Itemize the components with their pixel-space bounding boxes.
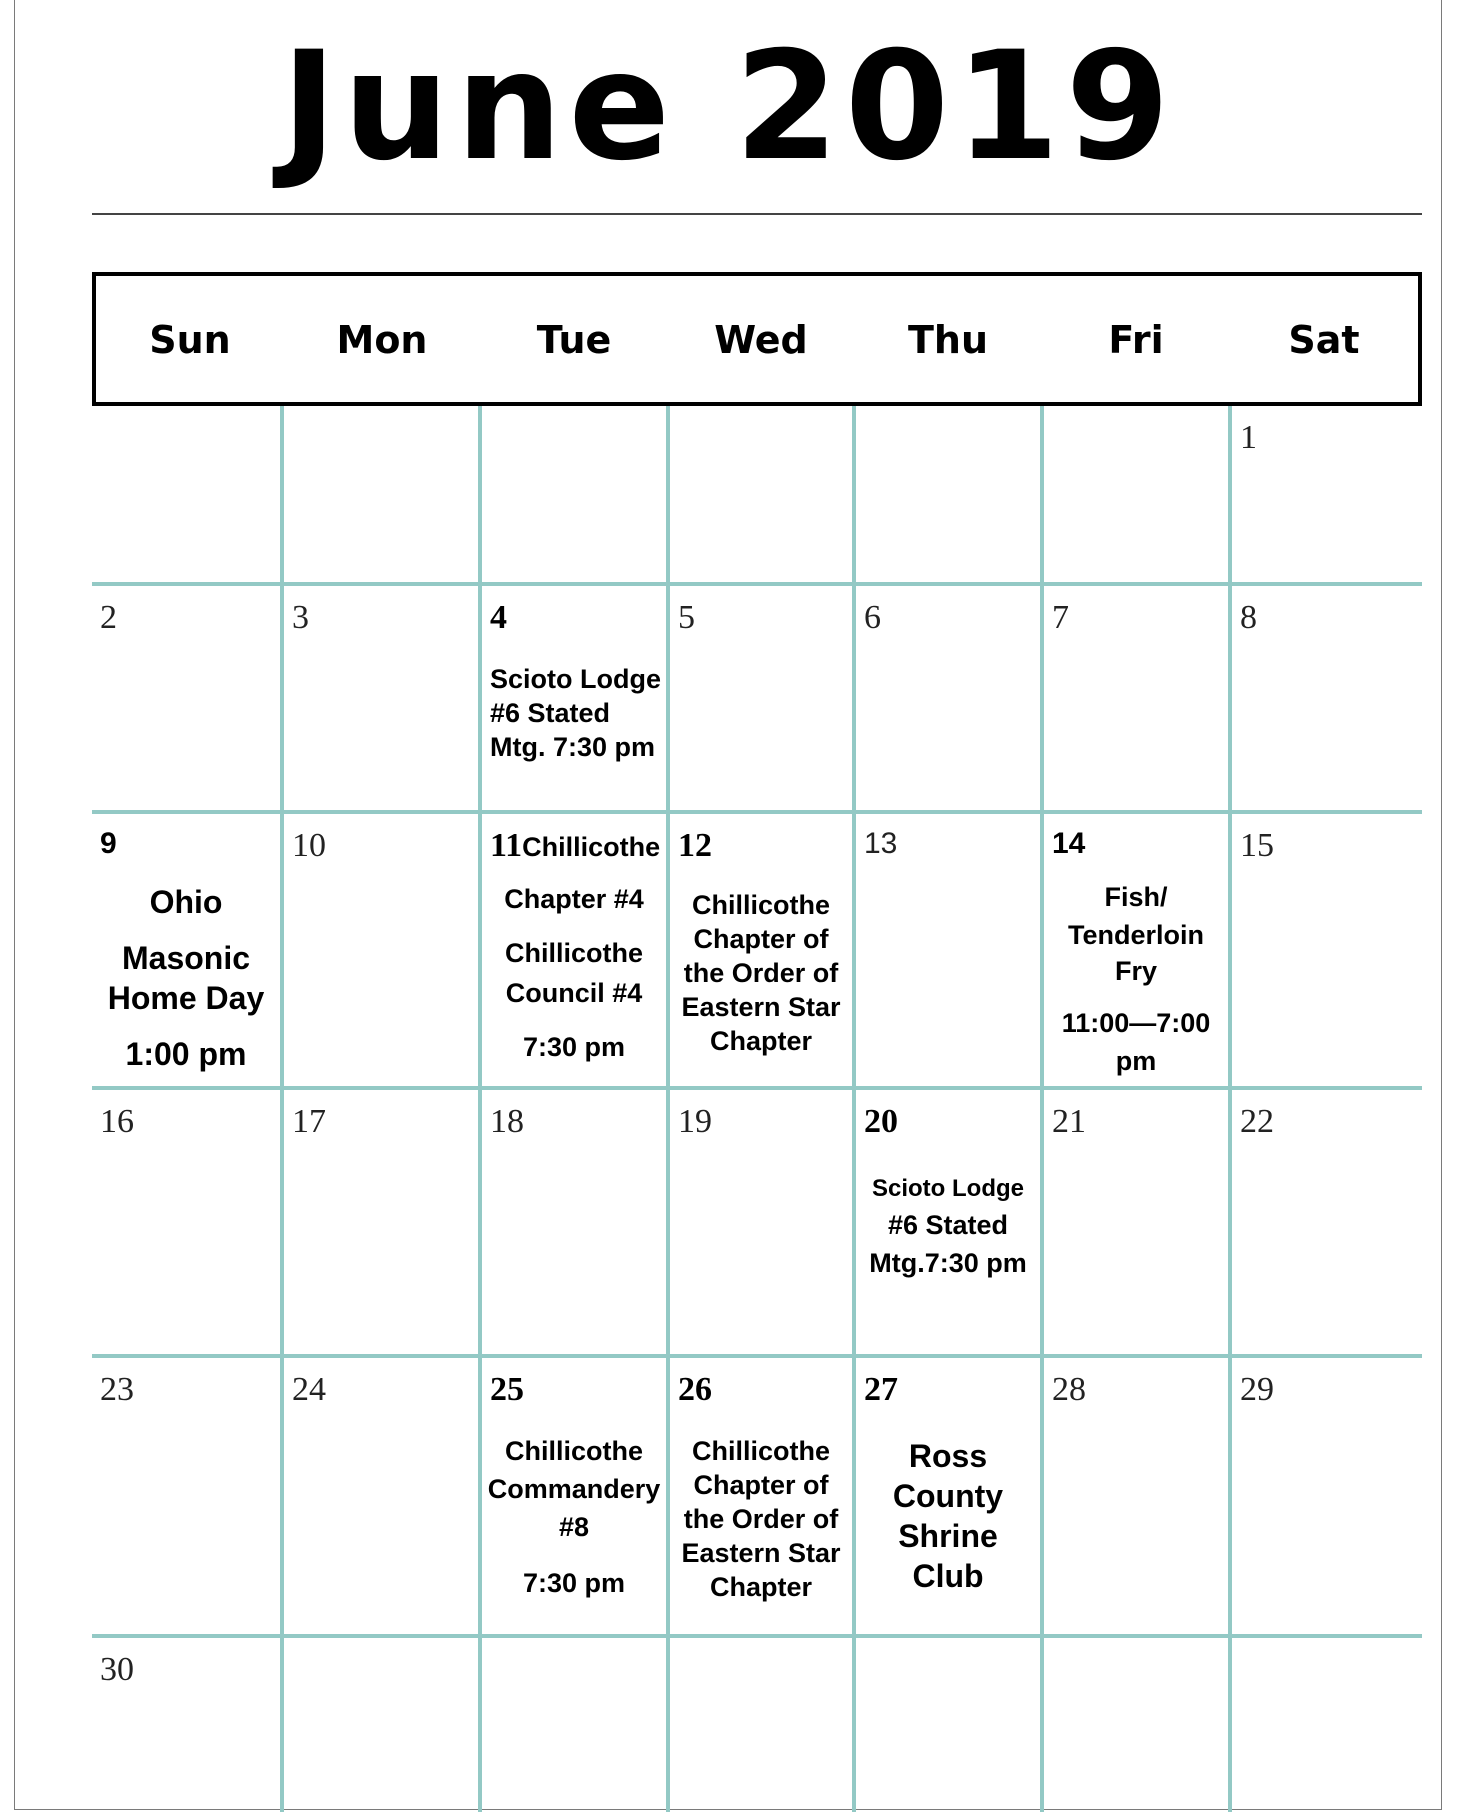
- event-line: Fish/: [1104, 882, 1168, 912]
- day-number: 2: [100, 599, 117, 636]
- day-number: 19: [678, 1103, 712, 1140]
- day-number: 1: [1240, 419, 1257, 456]
- event-line: Tenderloin: [1067, 920, 1204, 950]
- event-line: Chapter #4: [504, 884, 644, 914]
- day-number: 7: [1052, 599, 1069, 636]
- day-cell-30: [92, 1638, 280, 1812]
- day-number: 10: [292, 827, 326, 864]
- event-line: Ohio: [149, 884, 223, 920]
- event-line: #8: [558, 1512, 590, 1542]
- weekday-mon: Mon: [336, 318, 428, 362]
- day-cell-22: [1232, 1090, 1422, 1354]
- event-line: Commandery: [487, 1474, 661, 1504]
- event-line: Eastern Star: [681, 992, 841, 1022]
- weekday-sat: Sat: [1288, 318, 1360, 362]
- day-number: 5: [678, 599, 695, 636]
- day-number: 27: [864, 1371, 898, 1408]
- day-cell-23: [92, 1358, 280, 1634]
- day-number: 18: [490, 1103, 524, 1140]
- day-cell-4: [482, 586, 666, 810]
- day-cell-15: [1232, 814, 1422, 1086]
- grid-hline: [92, 1634, 1422, 1638]
- day-number: [490, 826, 660, 867]
- event-line: Chapter: [709, 1026, 812, 1056]
- day-cell-21: [1044, 1090, 1228, 1354]
- day-number: 26: [678, 1371, 712, 1408]
- event-line: Chapter: [709, 1572, 812, 1602]
- event-line: Chillicothe: [504, 938, 643, 968]
- day-cell-14: [1044, 814, 1228, 1086]
- weekday-fri: Fri: [1108, 318, 1164, 362]
- day-number: 4: [490, 599, 507, 636]
- day-number: 6: [864, 599, 881, 636]
- day-number: 28: [1052, 1371, 1086, 1408]
- event-line: Masonic: [121, 940, 251, 976]
- day-number: 8: [1240, 599, 1257, 636]
- day-cell-1: [1232, 406, 1422, 582]
- calendar-grid: [92, 406, 1422, 1812]
- event-line: 1:00 pm: [125, 1036, 247, 1072]
- event-line: Chillicothe: [691, 1436, 830, 1466]
- event-line: Home Day: [107, 980, 265, 1016]
- event-line: Mtg. 7:30 pm: [490, 732, 656, 762]
- day-number: 21: [1052, 1103, 1086, 1140]
- event-line: 11:00—7:00: [1061, 1008, 1211, 1038]
- event-line: Fry: [1114, 956, 1158, 986]
- day-number: 30: [100, 1651, 134, 1688]
- event-line: Shrine: [898, 1518, 998, 1554]
- day-cell-7: [1044, 586, 1228, 810]
- day-cell-20: [856, 1090, 1040, 1354]
- weekday-sun: Sun: [149, 318, 231, 362]
- event-line: Scioto Lodge: [490, 664, 661, 694]
- event-line: County: [892, 1478, 1004, 1514]
- event-line: Club: [912, 1558, 984, 1594]
- day-number: 13: [864, 827, 898, 860]
- event-line: Chapter of: [693, 1470, 829, 1500]
- event-line: Scioto Lodge: [872, 1175, 1024, 1202]
- day-cell-19: [670, 1090, 852, 1354]
- day-cell-6: [856, 586, 1040, 810]
- day-cell-13: [856, 814, 1040, 1086]
- event-line: Eastern Star: [681, 1538, 841, 1568]
- weekday-header: [92, 272, 1422, 406]
- event-line: Chillicothe: [691, 890, 830, 920]
- event-line: Ross: [908, 1438, 988, 1474]
- day-cell-25: [482, 1358, 666, 1634]
- day-cell-2: [92, 586, 280, 810]
- day-number-value: 11: [490, 827, 523, 864]
- day-cell-8: [1232, 586, 1422, 810]
- day-number: 15: [1240, 827, 1274, 864]
- event-line: 7:30 pm: [522, 1568, 626, 1598]
- event-line: the Order of: [683, 1504, 839, 1534]
- day-cell-12: [670, 814, 852, 1086]
- day-number: 25: [490, 1371, 524, 1408]
- day-number: 22: [1240, 1103, 1274, 1140]
- day-number: 12: [678, 827, 712, 864]
- event-line: the Order of: [683, 958, 839, 988]
- weekday-thu: Thu: [907, 318, 989, 362]
- day-cell-17: [284, 1090, 478, 1354]
- event-line: 7:30 pm: [522, 1032, 626, 1062]
- day-cell-27: [856, 1358, 1040, 1634]
- day-number: 9: [100, 827, 117, 860]
- event-line: Mtg.7:30 pm: [869, 1248, 1027, 1278]
- event-line: #6 Stated: [887, 1210, 1009, 1240]
- day-cell-3: [284, 586, 478, 810]
- day-cell-18: [482, 1090, 666, 1354]
- day-number: 16: [100, 1103, 134, 1140]
- day-cell-10: [284, 814, 478, 1086]
- day-number: 3: [292, 599, 309, 636]
- calendar-title: June 2019: [281, 20, 1176, 194]
- event-line: Council #4: [505, 978, 643, 1008]
- event-line: #6 Stated: [490, 698, 611, 728]
- title-divider: [92, 213, 1422, 215]
- day-cell-26: [670, 1358, 852, 1634]
- day-cell-28: [1044, 1358, 1228, 1634]
- day-cell-11: [482, 814, 666, 1086]
- day-cell-9: [92, 814, 280, 1086]
- day-cell-24: [284, 1358, 478, 1634]
- weekday-tue: Tue: [536, 318, 612, 362]
- event-line: Chapter of: [693, 924, 829, 954]
- event-line: pm: [1115, 1046, 1157, 1076]
- weekday-wed: Wed: [714, 318, 808, 362]
- day-cell-29: [1232, 1358, 1422, 1634]
- event-title: Chillicothe: [522, 832, 661, 862]
- day-cell-16: [92, 1090, 280, 1354]
- day-number: 23: [100, 1371, 134, 1408]
- day-number: 17: [292, 1103, 326, 1140]
- day-number: 14: [1052, 827, 1086, 860]
- day-cell-5: [670, 586, 852, 810]
- event-line: Chillicothe: [504, 1436, 643, 1466]
- day-number: 24: [292, 1371, 326, 1408]
- day-number: 20: [864, 1103, 898, 1140]
- day-number: 29: [1240, 1371, 1274, 1408]
